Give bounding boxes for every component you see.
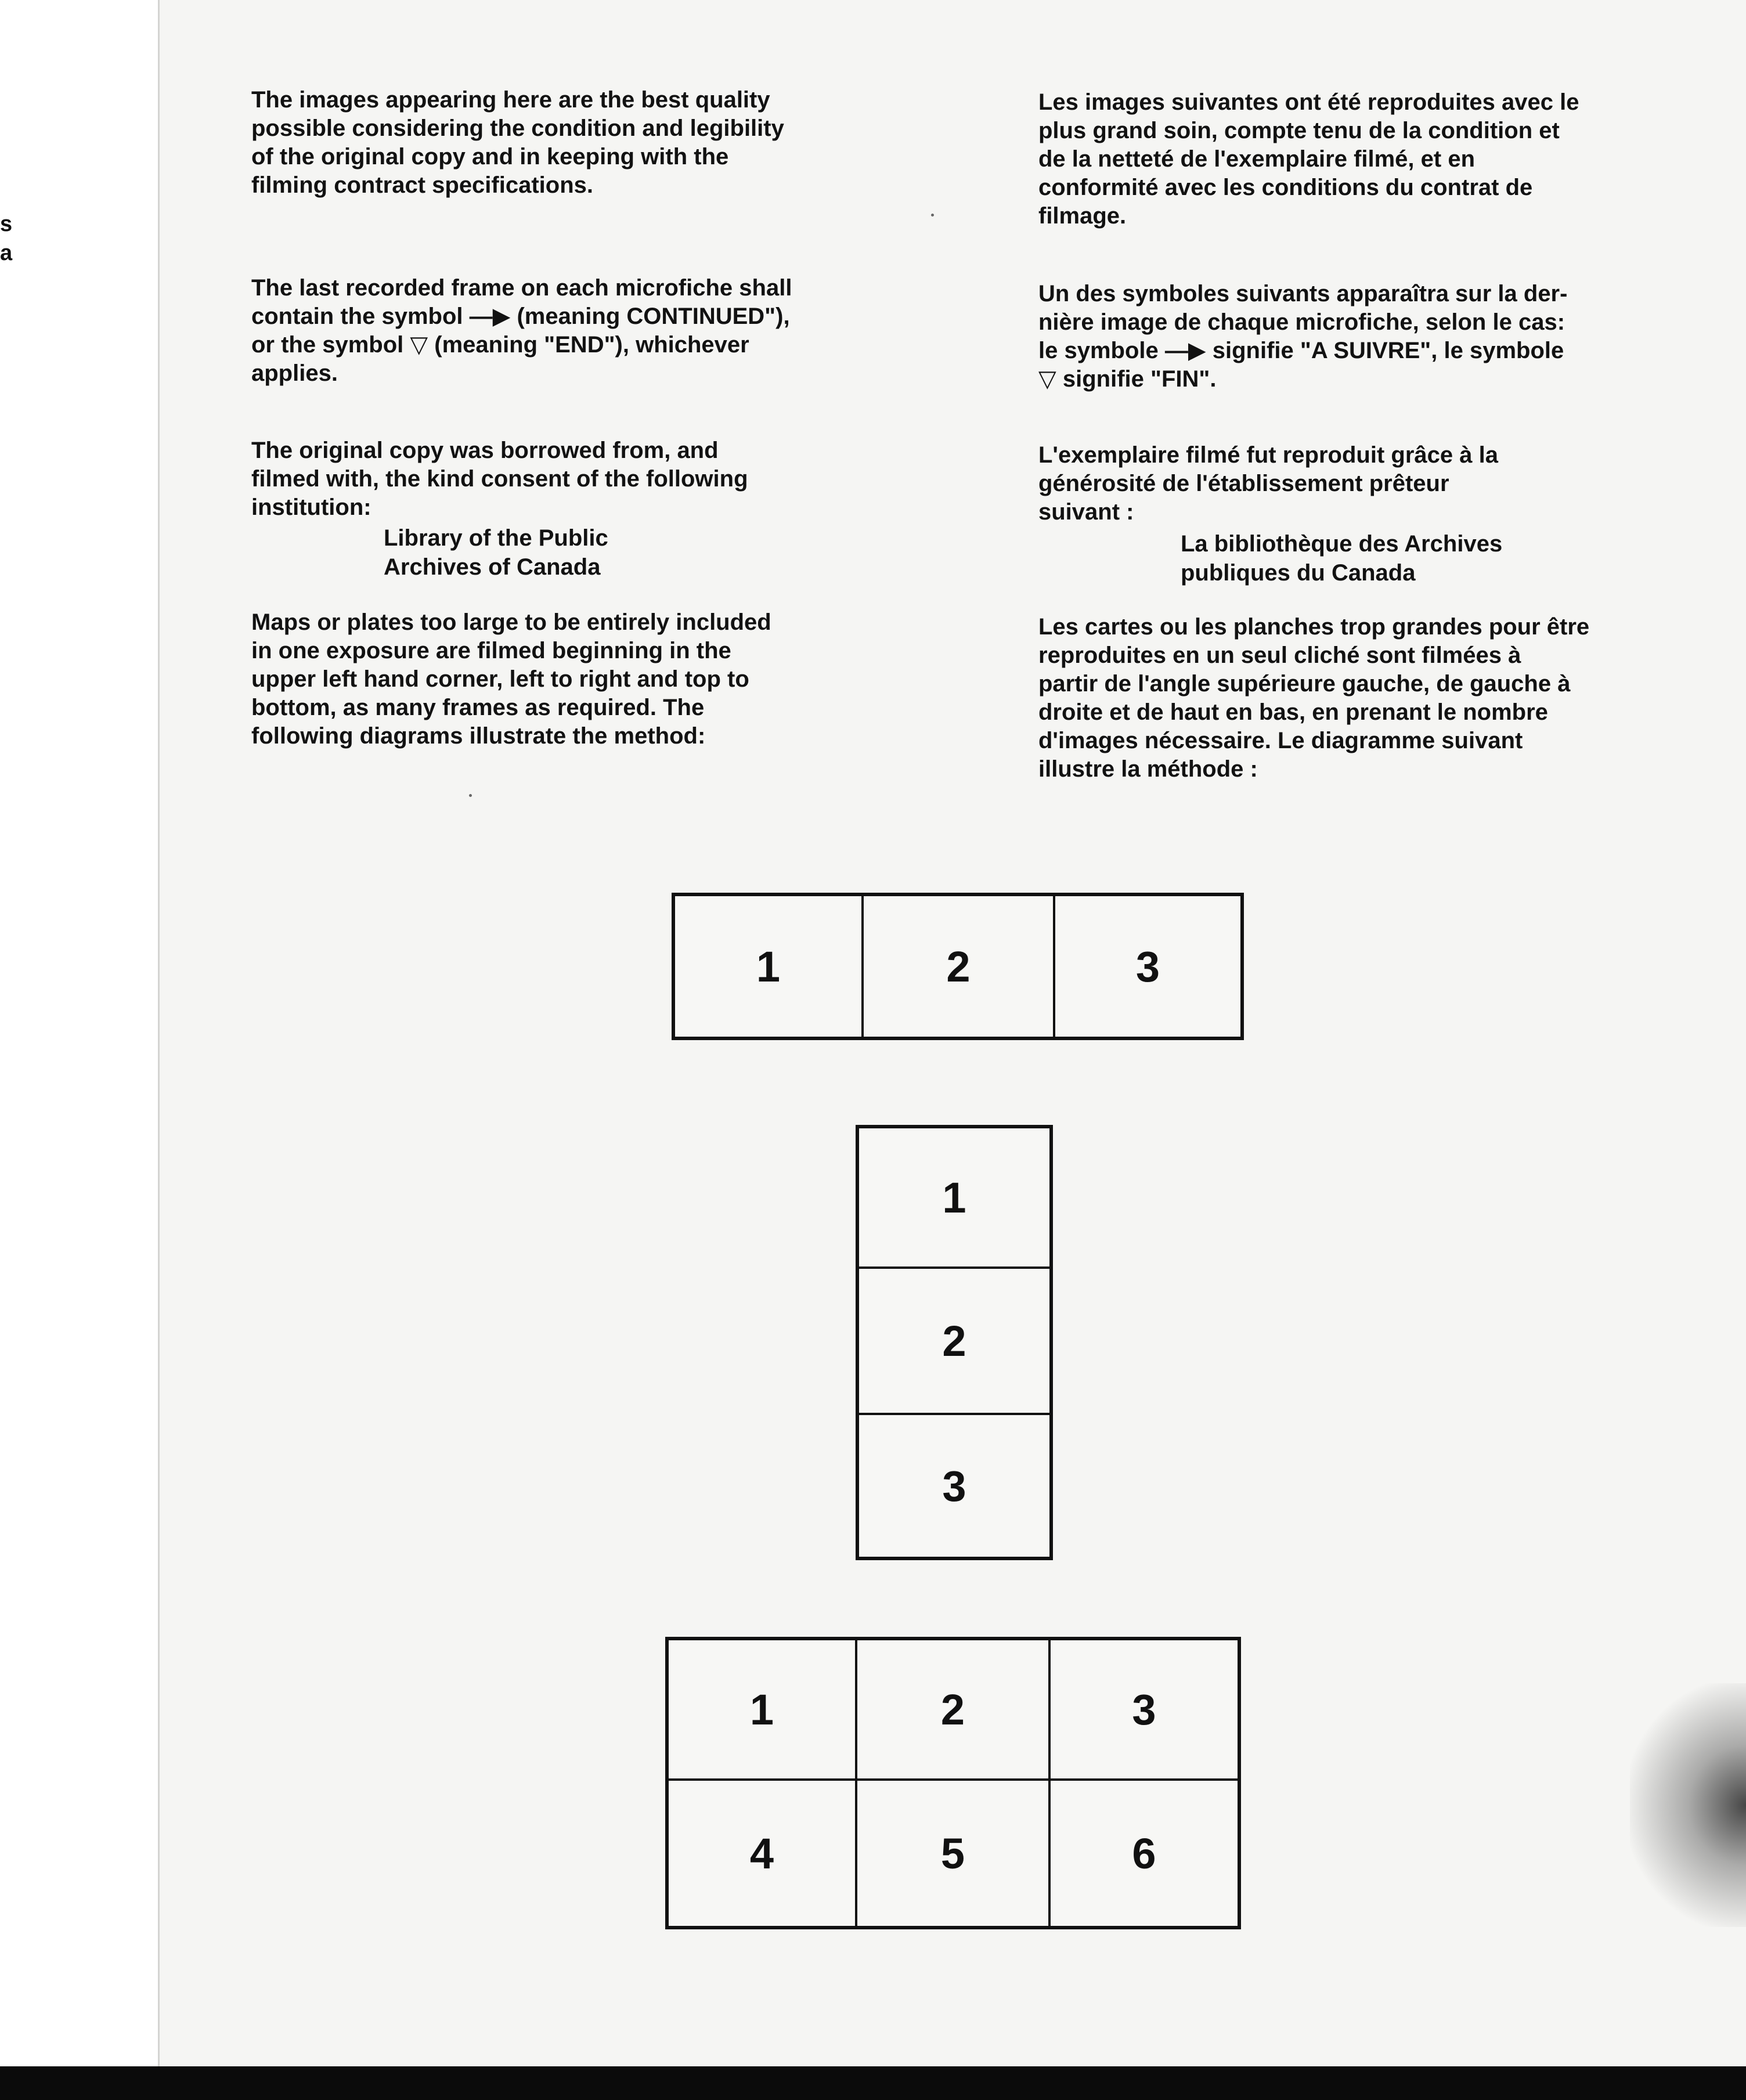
french-institution-name: La bibliothèque des Archives publiques du Canada [1181,531,1503,586]
english-institution-name: Library of the Public Archives of Canada [384,525,608,580]
grid-frames-diagram [665,1637,1241,1929]
frame-cell: 3 [1135,942,1160,991]
scan-speck [469,794,472,797]
french-maps-paragraph: Les cartes ou les planches trop grandes pour être reproduites en un seul cliché sont filmées à partir de l'angle supérieure gauche, de gauche à droite et de haut en bas, en prenant le nombre d'images nécessaire. Le diagramme suivant illustre la méthode : [1038,614,1590,782]
frame-cell: 2 [859,1269,1049,1415]
margin-fragment-1: s [0,212,13,236]
frame-cell: 4 [669,1781,857,1926]
scan-shadow [1630,1683,1746,1927]
english-quality-paragraph: The images appearing here are the best quality possible considering the condition and legibility of the original copy and in keeping with the filming contract specifications. [251,87,784,198]
margin-fragment-2: a [0,241,13,265]
scan-speck [931,214,934,217]
frame-cell: 5 [857,1781,1051,1926]
frame-cell: 1 [675,896,864,1037]
frame-cell: 1 [859,1128,1049,1269]
frame-cell: 3 [942,1462,966,1510]
frame-cell: 2 [864,896,1055,1037]
left-page-strip [0,0,160,2066]
french-borrowed-paragraph: L'exemplaire filmé fut reproduit grâce à la générosité de l'établissement prêteur suivant : [1038,442,1498,525]
frame-cell: 1 [669,1640,857,1781]
frame-cell: 3 [1051,1640,1238,1781]
column-frames-diagram [856,1125,1053,1560]
row-frames-diagram [672,893,1244,1040]
scan-bottom-edge [0,2066,1746,2100]
french-last-frame-paragraph: Un des symboles suivants apparaîtra sur la der- nière image de chaque microfiche, selon le cas: le symbole —▶ signifie "A SUIVRE", le symbole ▽ signifie "FIN". [1038,281,1568,392]
english-maps-paragraph: Maps or plates too large to be entirely included in one exposure are filmed beginning in the upper left hand corner, left to right and top to bottom, as many frames as required. The following diagrams illustrate the method: [251,609,771,749]
frame-cell: 2 [857,1640,1051,1781]
english-last-frame-paragraph: The last recorded frame on each microfiche shall contain the symbol —▶ (meaning CONTINUED"), or the symbol ▽ (meaning "END"), whichever applies. [251,275,792,386]
frame-cell: 6 [1132,1829,1156,1878]
french-quality-paragraph: Les images suivantes ont été reproduites avec le plus grand soin, compte tenu de la condition et de la netteté de l'exemplaire filmé, et en conformité avec les conditions du contrat de filmage. [1038,89,1579,229]
english-borrowed-paragraph: The original copy was borrowed from, and filmed with, the kind consent of the following institution: [251,438,748,520]
